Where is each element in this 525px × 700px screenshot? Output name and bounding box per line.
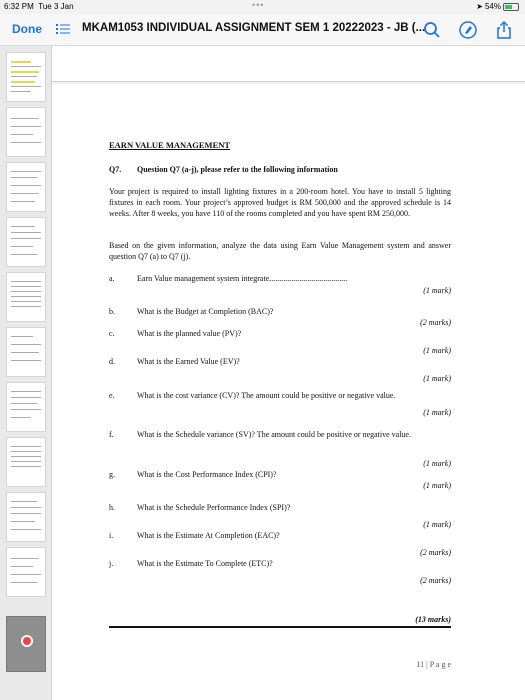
page-thumbnail[interactable] <box>6 382 46 432</box>
markup-icon[interactable] <box>458 20 478 40</box>
item-letter: c. <box>109 329 115 338</box>
item-letter: j. <box>109 559 114 568</box>
item-letter: h. <box>109 503 115 512</box>
page-thumbnail[interactable] <box>6 272 46 322</box>
item-marks: (1 mark) <box>423 346 451 355</box>
section-heading: EARN VALUE MANAGEMENT <box>109 140 231 150</box>
item-text: What is the Budget at Completion (BAC)? <box>137 307 274 316</box>
item-text: What is the Estimate To Complete (ETC)? <box>137 559 273 568</box>
question-number: Q7. <box>109 165 122 174</box>
item-letter: i. <box>109 531 114 540</box>
page-thumbnail-current[interactable] <box>6 616 46 672</box>
item-text: What is the cost variance (CV)? The amount could be positive or negative value. <box>137 391 396 400</box>
page-thumbnail[interactable] <box>6 162 46 212</box>
outline-list-icon[interactable] <box>56 23 70 35</box>
question-text: Question Q7 (a-j), please refer to the following information <box>137 165 338 174</box>
total-marks: (13 marks) <box>415 615 451 624</box>
item-marks: (1 mark) <box>423 286 451 295</box>
battery-percent: 54% <box>484 2 501 11</box>
item-marks: (1 mark) <box>423 459 451 468</box>
item-marks: (1 mark) <box>423 520 451 529</box>
page-thumbnail[interactable] <box>6 492 46 542</box>
item-letter: b. <box>109 307 115 316</box>
item-text: What is the planned value (PV)? <box>137 329 242 338</box>
item-letter: g. <box>109 470 115 479</box>
search-icon[interactable] <box>422 20 442 40</box>
item-letter: d. <box>109 357 115 366</box>
page-thumbnail[interactable] <box>6 52 46 102</box>
item-letter: e. <box>109 391 115 400</box>
current-page-marker-icon <box>21 635 33 647</box>
item-marks: (1 mark) <box>423 481 451 490</box>
item-marks: (1 mark) <box>423 374 451 383</box>
status-time: 6:32 PM Tue 3 Jan <box>4 2 74 11</box>
document-title: MKAM1053 INDIVIDUAL ASSIGNMENT SEM 1 20222023 - JB (... <box>82 22 426 34</box>
page-thumbnail-sidebar <box>0 46 52 700</box>
scenario-paragraph: Your project is required to install lighting fixtures in a 200-room hotel. You have to install 5 lighting fixtures in each room. Your project’s approved budget is RM 500,000 and the approved schedule is 14 weeks. After 8 weeks, you have 110 of the rooms completed and you have spent RM 250,000. <box>109 187 451 218</box>
previous-page <box>52 46 525 82</box>
done-button[interactable]: Done <box>12 22 42 36</box>
item-marks: (2 marks) <box>420 576 451 585</box>
divider <box>109 626 451 628</box>
item-letter: a. <box>109 274 115 283</box>
document-page <box>52 84 525 700</box>
item-text: What is the Estimate At Completion (EAC)? <box>137 531 280 540</box>
nav-bar <box>0 14 525 46</box>
share-icon[interactable] <box>494 20 514 40</box>
item-marks: (2 marks) <box>420 548 451 557</box>
multitasking-dots[interactable]: ••• <box>252 0 265 10</box>
status-bar <box>0 0 525 14</box>
location-icon: ➤ <box>476 2 483 11</box>
item-letter: f. <box>109 430 114 439</box>
item-text: What is the Cost Performance Index (CPI)? <box>137 470 277 479</box>
status-right <box>476 2 519 11</box>
page-thumbnail[interactable] <box>6 217 46 267</box>
page-thumbnail[interactable] <box>6 547 46 597</box>
page-thumbnail[interactable] <box>6 327 46 377</box>
item-text: What is the Earned Value (EV)? <box>137 357 240 366</box>
page-number: 11 | P a g e <box>416 660 451 669</box>
item-text: Earn Value management system integrate....................................... <box>137 274 348 283</box>
item-marks: (1 mark) <box>423 408 451 417</box>
item-text: What is the Schedule Performance Index (SPI)? <box>137 503 291 512</box>
page-thumbnail[interactable] <box>6 437 46 487</box>
battery-icon <box>503 3 519 11</box>
instruction-paragraph: Based on the given information, analyze the data using Earn Value Management system and answer question Q7 (a) to Q7 (j). <box>109 241 451 261</box>
page-thumbnail[interactable] <box>6 107 46 157</box>
item-marks: (2 marks) <box>420 318 451 327</box>
item-text: What is the Schedule variance (SV)? The amount could be positive or negative value. <box>137 430 411 439</box>
